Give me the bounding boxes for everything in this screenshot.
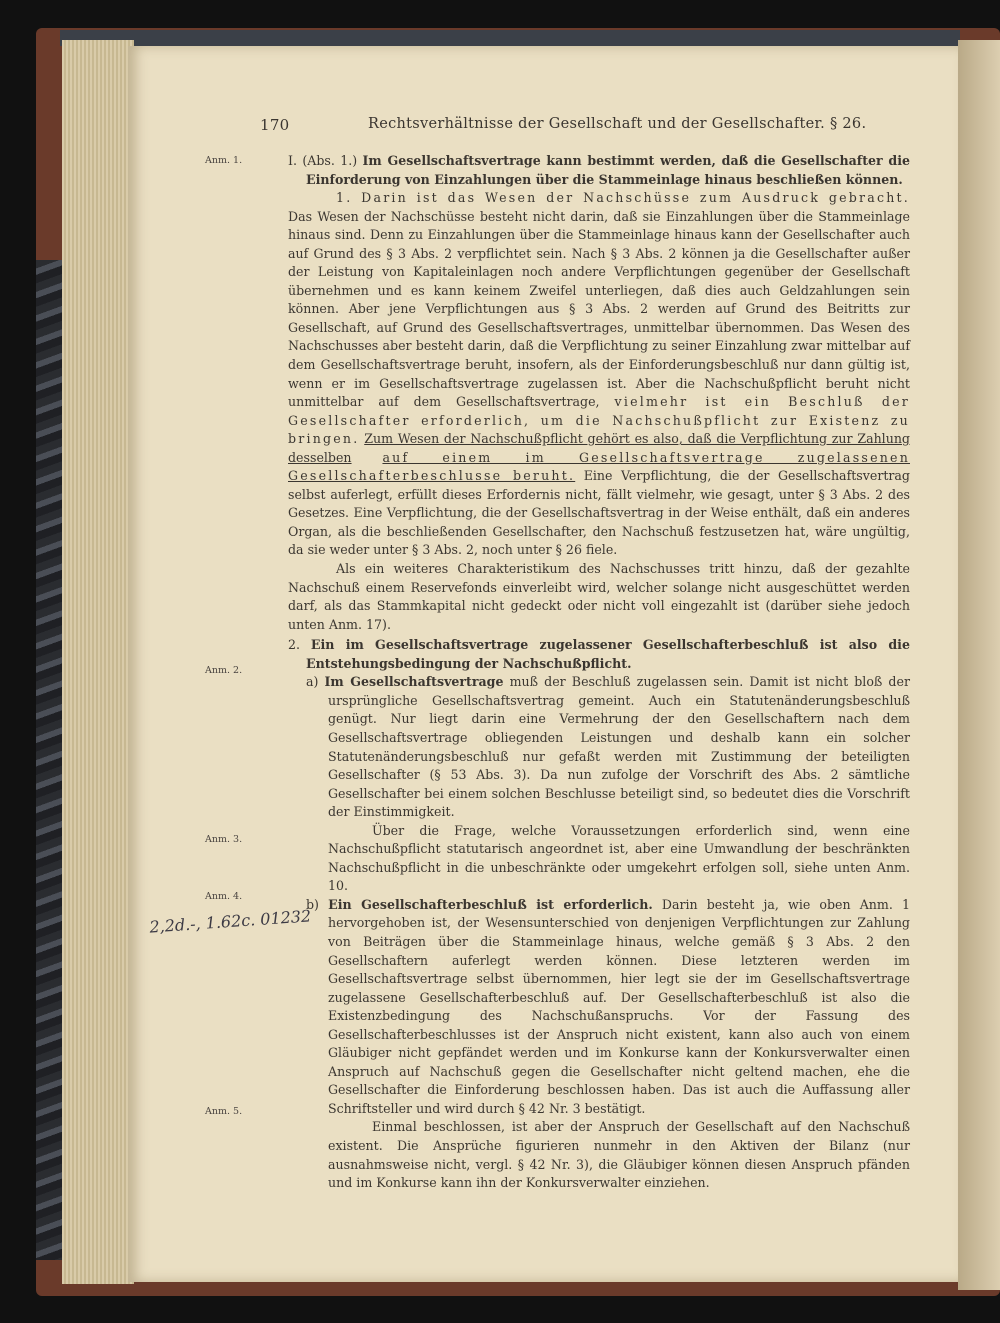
section-i-bold: Im Gesellschaftsvertrage kann bestimmt werden, daß die Gesellschafter die Einforderung von Einzahlungen über die Stammeinlage hinaus beschließen können. [306,153,910,187]
page-body [288,152,910,1193]
margin-note-anm-1: Anm. 1. [205,155,243,166]
paragraph-1-lead: 1. Darin ist das Wesen der Nachschüsse zum Ausdruck gebracht. [336,190,910,206]
paragraph-1 [288,189,910,560]
paragraph-2b-label: b) [306,896,319,912]
margin-note-anm-5: Anm. 5. [205,1106,243,1117]
paragraph-2a [288,673,910,821]
pencil-annotation: 2,2d.-, 1.62c. 01232 [148,906,312,937]
section-2-bold: Ein im Gesellschaftsvertrage zugelassener Gesellschafterbeschluß ist also die Entstehungsbedingung der Nachschußpflicht. [306,637,910,671]
margin-note-anm-4: Anm. 4. [205,891,243,902]
paragraph-1-underlined: Zum Wesen der Nachschußpflicht gehört es also, daß die Verpflichtung zur Zahlung desselben [288,431,910,465]
paragraph-1-body: Das Wesen der Nachschüsse besteht nicht darin, daß sie Einzahlungen über die Stammeinlage hinaus sind. Denn zu Einzahlungen über die Stammeinlage hinaus kann der Gesellschafter auch auf Grund des § 3 Abs. 2 verpflichtet sein. Nach § 3 Abs. 2 können ja die Gesellschafter außer der Leistung von Kapitaleinlagen noch andere Verpflichtungen gegenüber der Gesellschaft übernehmen und es kann keinem Zweifel unterliegen, daß dies auch Geldzahlungen sein können. Aber jene Verpflichtungen aus § 3 Abs. 2 werden auf Grund des Beitritts zur Gesellschaft, auf Grund des Gesellschaftsvertrages, unmittelbar übernommen. Das Wesen des Nachschusses aber besteht darin, daß die Verpflichtung zu seiner Einzahlung zwar mittelbar auf dem Gesellschaftsvertrage beruht, insofern, als der Einforderungsbeschluß nur dann gültig ist, wenn er im Gesellschaftsvertrage zugelassen ist. Aber die Nachschußpflicht beruht nicht unmittelbar auf dem Gesellschaftsvertrage, [288,208,910,410]
running-title: Rechtsverhältnisse der Gesellschaft und der Gesellschafter. § 26. [368,116,867,132]
page-edges [62,40,134,1284]
page-header [260,116,867,138]
paragraph-2a-bold: Im Gesellschaftsvertrage [324,674,504,690]
section-i-heading [288,152,910,189]
paragraph-1b: Als ein weiteres Charakteristikum des Nachschusses tritt hinzu, daß der gezahlte Nachschuß einem Reservefonds einverleibt wird, welcher solange nicht ausgeschüttet werden darf, als das Stammkapital nicht gedeckt oder nicht voll eingezahlt ist (darüber siehe jedoch unten Anm. 17). [288,561,910,632]
paragraph-1-underlined-spaced: auf einem im Gesellschaftsvertrage zugelassenen Gesellschafterbeschlusse beruht. [288,449,910,484]
paragraph-2a-label: a) [306,674,319,690]
paragraph-1-tail: Eine Verpflichtung, die der Gesellschaftsvertrag selbst auferlegt, erfüllt dieses Erfordernis nicht, fällt vielmehr, wie gesagt, unter § 3 Abs. 2 des Gesetzes. Eine Verpflichtung, die der Gesellschaftsvertrag in der Weise enthält, daß ein anderes Organ, als die beschließenden Gesellschafter, den Nachschuß festzusetzen hat, wäre ungültig, da sie weder unter § 3 Abs. 2, noch unter § 26 fiele. [288,468,910,558]
paragraph-1-spaced: vielmehr ist ein Beschluß der Gesellschafter erforderlich, um die Nachschußpflicht zur Existenz zu bringen. [288,394,910,447]
facing-page-edge [958,40,1000,1290]
paragraph-2b-body: Darin besteht ja, wie oben Anm. 1 hervorgehoben ist, der Wesensunterschied von denjenigen Verpflichtungen zur Zahlung von Beiträgen über die Stammeinlage hinaus, welche gemäß § 3 Abs. 2 den Gesellschaftern auferlegt werden können. Diese letzteren werden im Gesellschaftsvertrage selbst übernommen, hier legt sie der im Gesellschaftsvertrage zugelassene Gesellschafterbeschluß auf. Der Gesellschafterbeschluß ist also die Existenzbedingung des Nachschußanspruchs. Vor der Fassung des Gesellschafterbeschlusses ist der Anspruch nicht existent, kann also auch von einem Gläubiger nicht gepfändet werden und im Konkurse kann der Konkursverwalter einen Anspruch auf Nachschuß gegen die Gesellschafter nicht geltend machen, ehe die Gesellschafter die Einforderung beschlossen haben. Das ist auch die Auffassung aller Schriftsteller und wird durch § 42 Nr. 3 bestätigt. [328,896,910,1116]
paragraph-2a-body: muß der Beschluß zugelassen sein. Damit ist nicht bloß der ursprüngliche Gesellschaftsvertrag gemeint. Auch ein Statutenänderungsbeschluß genügt. Nur liegt darin eine Vermehrung der den Gesellschaftern nach dem Gesellschaftsvertrage obliegenden Leistungen und deshalb kann ein solcher Statutenänderungsbeschluß nur gefaßt werden mit Zustimmung der beteiligten Gesellschafter (§ 53 Abs. 3). Da nun zufolge der Vorschrift des Abs. 2 sämtliche Gesellschafter bei einem solchen Beschlusse beteiligt sind, so bedeutet dies die Vorschrift der Einstimmigkeit. [328,674,910,820]
paragraph-2b [288,896,910,1119]
margin-note-anm-3: Anm. 3. [205,834,243,845]
margin-note-anm-2: Anm. 2. [205,665,243,676]
paragraph-2b-bold: Ein Gesellschafterbeschluß ist erforderlich. [328,896,653,912]
book-spine-top [60,30,960,46]
paragraph-2a-continued: Über die Frage, welche Voraussetzungen erforderlich sind, wenn eine Nachschußpflicht statutarisch angeordnet ist, aber eine Umwandlung der beschränkten Nachschußpflicht in die unbeschränkte oder umgekehrt erfolgen soll, siehe unten Anm. 10. [328,822,910,894]
section-i-lead: I. (Abs. 1.) [288,153,358,168]
section-2-number: 2. [288,637,301,653]
page-number: 170 [260,116,290,134]
paragraph-2b-continued: Einmal beschlossen, ist aber der Anspruch der Gesellschaft auf den Nachschuß existent. Die Ansprüche figurieren nunmehr in den Aktiven der Bilanz (nur ausnahmsweise nicht, vergl. § 42 Nr. 3), die Gläubiger können diesen Anspruch pfänden und im Konkurse kann ihn der Konkursverwalter einziehen. [328,1119,910,1191]
section-2-heading [288,636,910,673]
